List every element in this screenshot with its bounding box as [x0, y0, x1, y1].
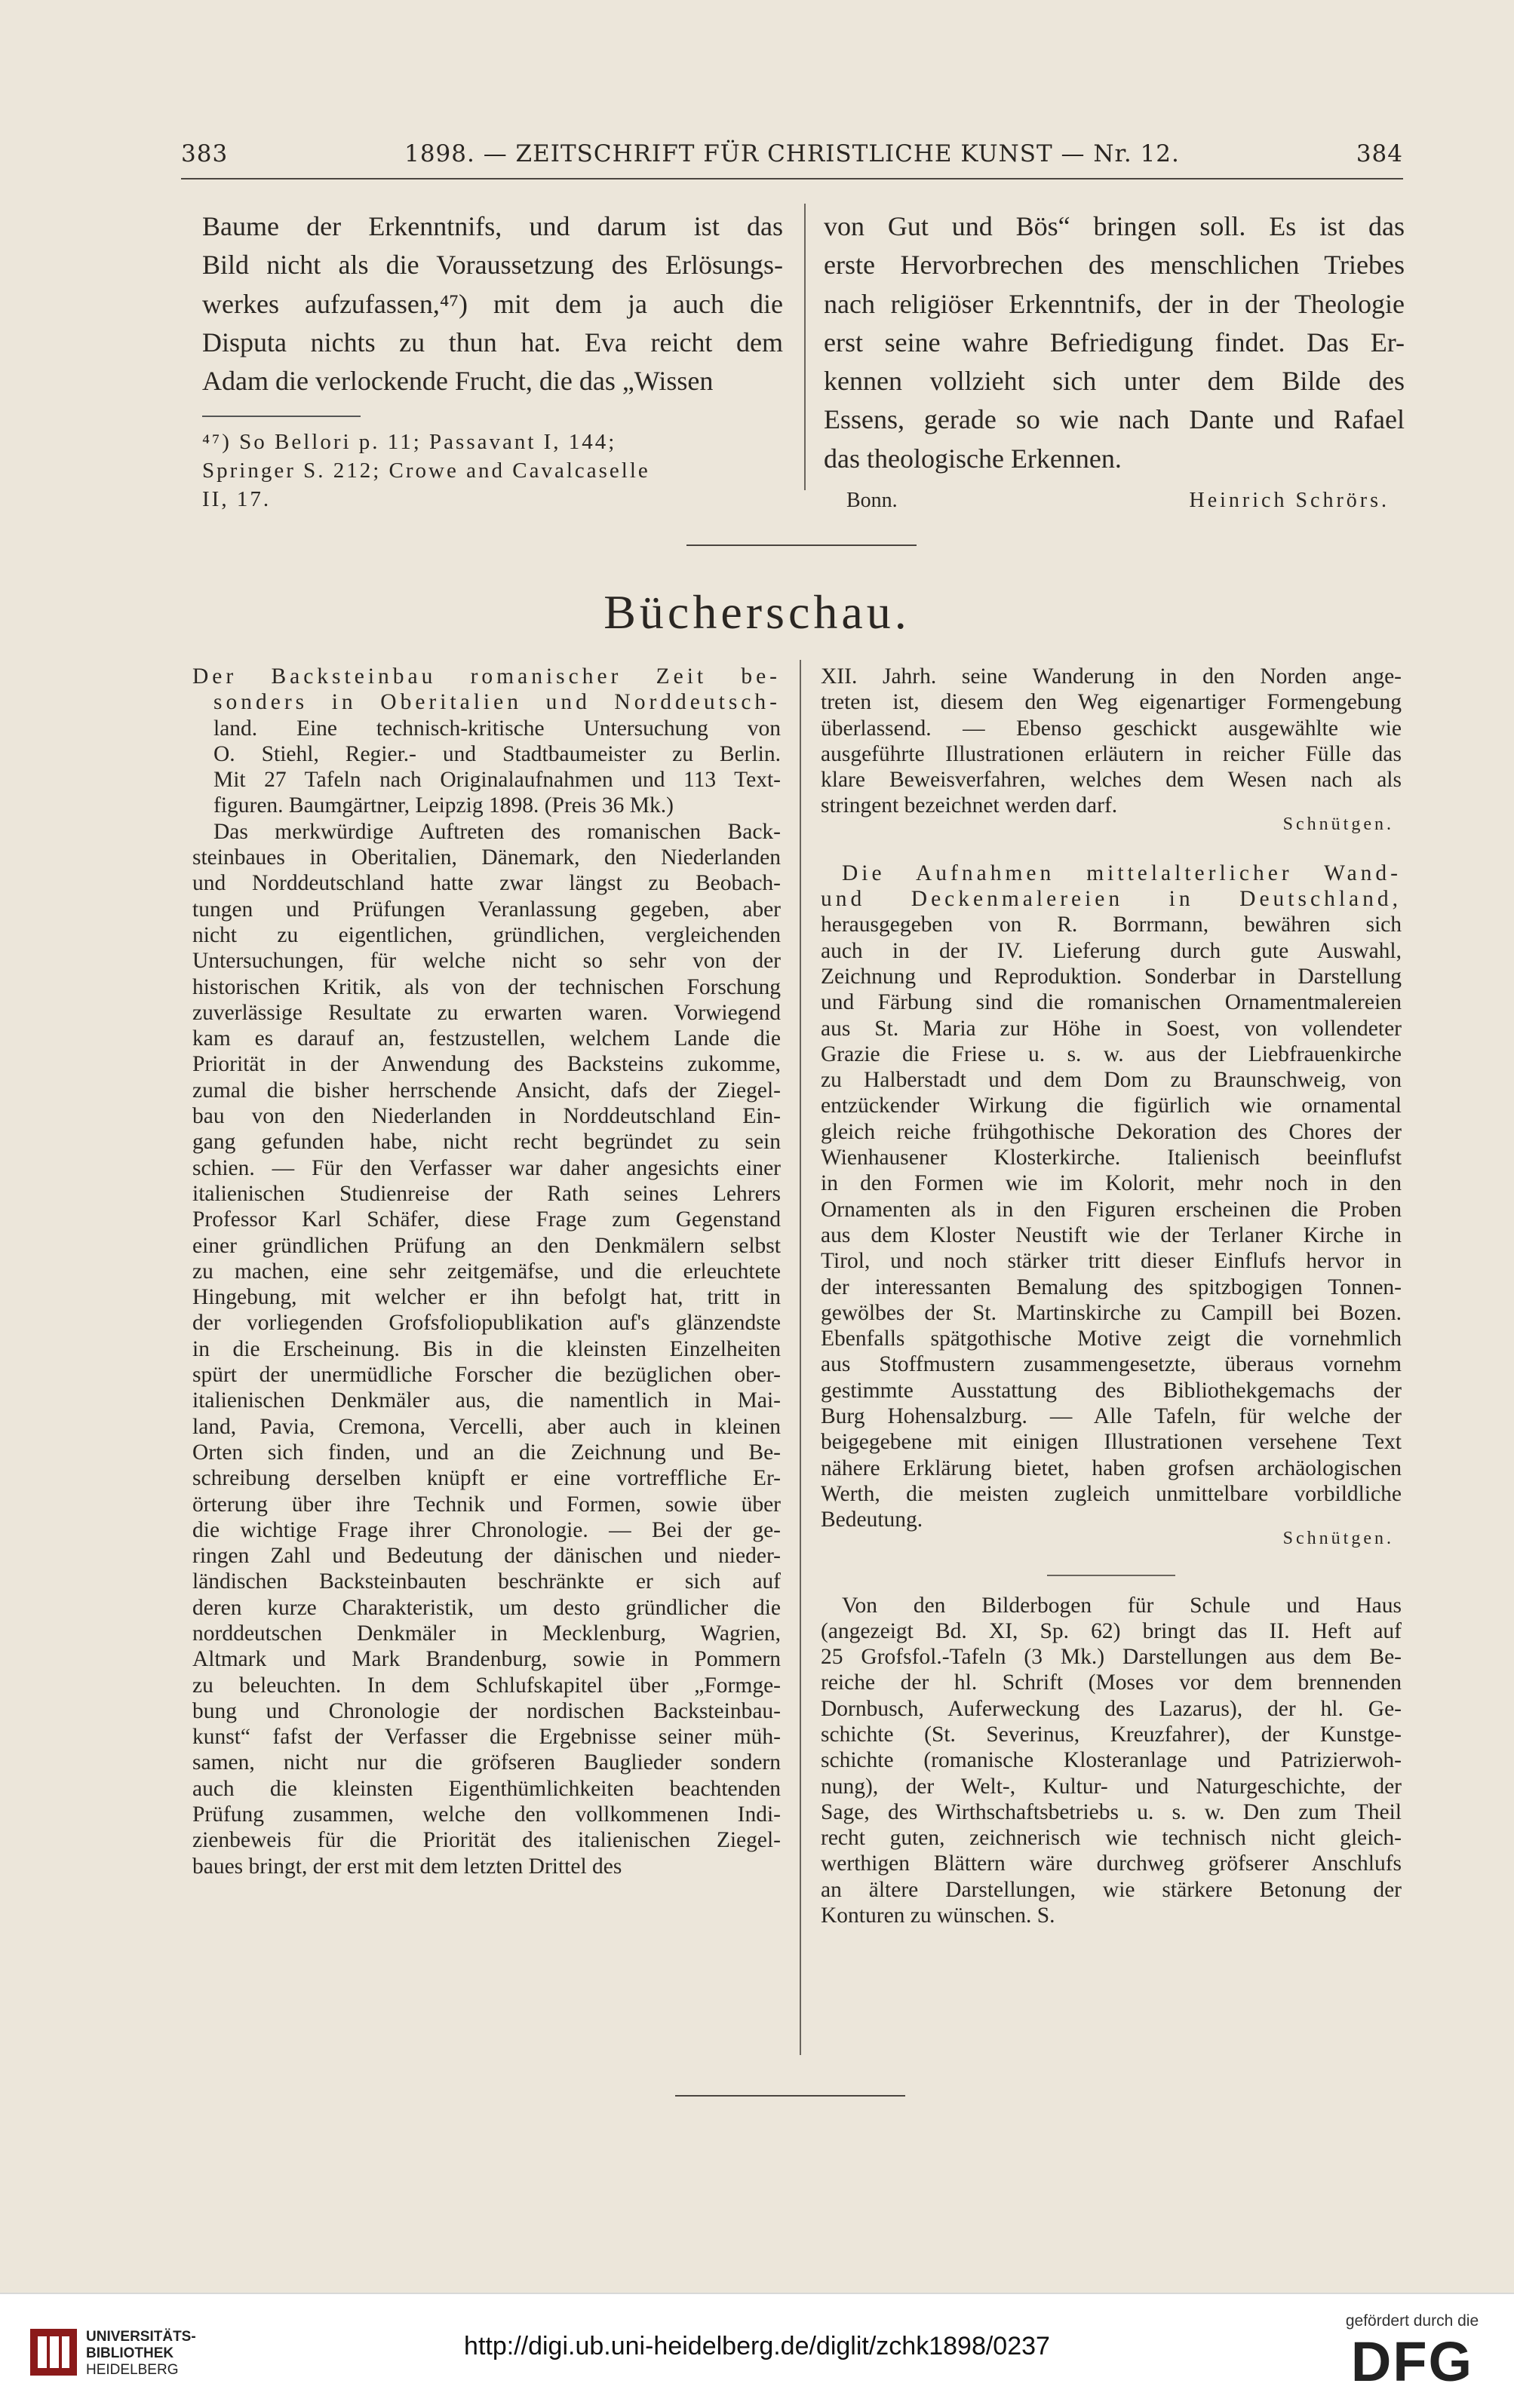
text-line: nach religiöser Erkenntnifs, der in der Theologie — [824, 288, 1405, 319]
text-line: Bedeutung. — [821, 1508, 923, 1532]
text-line: Professor Karl Schäfer, diese Frage zum Gegenstand — [192, 1207, 781, 1232]
paragraph-gap — [821, 835, 1402, 860]
text-line: werthigen Blättern wäre durchweg gröfserer Anschlufs — [821, 1851, 1402, 1876]
text-line: Altmark und Mark Brandenburg, sowie in Pommern — [192, 1647, 781, 1672]
text-line: XII. Jahrh. seine Wanderung in den Norden ange- — [821, 664, 1402, 689]
text-line: bung und Chronologie der nordischen Backsteinbau- — [192, 1698, 781, 1723]
text-line: italienischen Studienreise der Rath seines Lehrers — [192, 1181, 781, 1206]
text-line: schien. — Für den Verfasser war daher angesichts einer — [192, 1155, 781, 1180]
text-line: Werth, die meisten zugleich unmittelbare vorbildliche — [821, 1481, 1402, 1506]
text-line: Hingebung, mit welcher er ihn befolgt hat, tritt in — [192, 1285, 781, 1310]
text-line: Von den Bilderbogen für Schule und Haus — [842, 1593, 1402, 1618]
text-line: in die Erscheinung. Bis in die kleinsten Einzelheiten — [192, 1336, 781, 1361]
text-line: schreibung derselben knüpft er eine vortreffliche Er- — [192, 1466, 781, 1491]
text-line: zienbeweis für die Priorität des italienischen Ziegel- — [192, 1828, 781, 1853]
text-line: ringen Zahl und Bedeutung der dänischen und nieder- — [192, 1544, 781, 1569]
text-line: stringent bezeichnet werden darf. — [821, 793, 1118, 818]
footnote-line: Springer S. 212; Crowe and Cavalcaselle — [202, 459, 650, 483]
text-line: Orten sich finden, und an die Zeichnung und Be- — [192, 1440, 781, 1465]
text-line: und Färbung sind die romanischen Ornamentmalereien — [821, 990, 1402, 1015]
text-line: von Gut und Bös“ bringen soll. Es ist das — [824, 211, 1405, 241]
journal-title: 1898. — ZEITSCHRIFT FÜR CHRISTLICHE KUNST — Nr. 12. — [404, 140, 1180, 167]
text-line: Prüfung zusammen, welche den vollkommenen Indi- — [192, 1802, 781, 1827]
reviewer-signature: Schnütgen. — [1282, 1528, 1394, 1548]
text-line: reiche der hl. Schrift (Moses vor dem brennenden — [821, 1670, 1402, 1695]
text-line: aus St. Maria zur Höhe in Soest, von vollendeter — [821, 1016, 1402, 1041]
text-line: gestimmte Ausstattung des Bibliothekgemachs der — [821, 1378, 1402, 1403]
funding-text: gefördert durch die — [1345, 2312, 1479, 2330]
text-line: Ebenfalls spätgothische Motive zeigt die vornehmlich — [821, 1327, 1402, 1351]
text-line: Die Aufnahmen mittelalterlicher Wand- — [842, 860, 1402, 885]
text-line: schichte (St. Severinus, Kreuzfahrer), der Kunstge- — [821, 1722, 1402, 1747]
text-line: auch in der IV. Lieferung durch gute Auswahl, — [821, 938, 1402, 963]
text-line: schichte (romanische Klosteranlage und Patrizierwoh- — [821, 1748, 1402, 1773]
section-heading: Bücherschau. — [603, 585, 911, 639]
text-line: und Norddeutschland hatte zwar längst zu Beobach- — [192, 871, 781, 896]
text-line: zu machen, eine sehr zeitgemäfse, und die erleuchtete — [192, 1259, 781, 1284]
text-line: Untersuchungen, für welche nicht so sehr von der — [192, 949, 781, 974]
section-rule — [686, 544, 917, 546]
text-line: Bild nicht als die Voraussetzung des Erlösungs- — [202, 250, 783, 281]
end-rule — [675, 2095, 905, 2097]
text-line: Wienhausener Klosterkirche. Italienisch beeinflufst — [821, 1146, 1402, 1170]
text-line: norddeutschen Denkmäler in Mecklenburg, Wagrien, — [192, 1621, 781, 1646]
library-name-line2: BIBLIOTHEK — [86, 2345, 174, 2361]
text-line: 25 Grofsfol.-Tafeln (3 Mk.) Darstellungen aus dem Be- — [821, 1645, 1402, 1670]
text-line: historischen Kritik, als von der technischen Forschung — [192, 974, 781, 999]
text-line: Zeichnung und Reproduktion. Sonderbar in Darstellung — [821, 964, 1402, 989]
text-line: baues bringt, der erst mit dem letzten Drittel des — [192, 1854, 622, 1879]
text-line: deren kurze Charakteristik, um desto gründlicher die — [192, 1595, 781, 1620]
text-line: Adam die verlockende Frucht, die das „Wissen — [202, 366, 714, 397]
text-line: zu beleuchten. In dem Schlufskapitel über „Formge- — [192, 1673, 781, 1698]
text-line: Essens, gerade so wie nach Dante und Rafael — [824, 404, 1405, 435]
text-line: zu Halberstadt und dem Dom zu Braunschweig, von — [821, 1068, 1402, 1093]
text-line: kunst“ fafst der Verfasser die Ergebnisse seiner müh- — [192, 1725, 781, 1750]
footnote-line: ⁴⁷) So Bellori p. 11; Passavant I, 144; — [202, 430, 617, 455]
text-line: nung), der Welt-, Kultur- und Naturgeschichte, der — [821, 1774, 1402, 1799]
text-line: in den Formen wie im Kolorit, mehr noch in den — [821, 1171, 1402, 1196]
page-number-right: 384 — [1356, 140, 1403, 167]
text-line: Priorität in der Anwendung des Backsteins zukomme, — [192, 1052, 781, 1077]
text-line: klare Beweisverfahren, welches dem Wesen nach als — [821, 768, 1402, 793]
text-line: beigegebene mit einigen Illustrationen versehene Text — [821, 1430, 1402, 1455]
library-name-line3: HEIDELBERG — [86, 2362, 179, 2378]
text-line: Disputa nichts zu thun hat. Eva reicht dem — [202, 327, 783, 357]
text-line: Dornbusch, Auferweckung des Lazarus), der hl. Ge- — [821, 1696, 1402, 1721]
column-divider-top — [804, 204, 806, 490]
text-line: Konturen zu wünschen. S. — [821, 1903, 1055, 1928]
text-line: bau von den Niederlanden in Norddeutschland Ein- — [192, 1104, 781, 1129]
review-right-column — [821, 664, 1402, 1928]
text-line: recht guten, zeichnerisch wie technisch nicht gleich- — [821, 1826, 1402, 1851]
text-line: spürt der unermüdliche Forscher die bezüglichen ober- — [192, 1363, 781, 1388]
text-line: O. Stiehl, Regier.- und Stadtbaumeister zu Berlin. — [213, 741, 781, 766]
text-line: Sage, des Wirthschaftsbetriebs u. s. w. Den zum Theil — [821, 1799, 1402, 1824]
top-right-column — [824, 207, 1405, 519]
text-line: ländischen Backsteinbauten beschränkte er sich auf — [192, 1569, 781, 1594]
text-line: erste Hervorbrechen des menschlichen Triebes — [824, 250, 1405, 281]
text-line: erst seine wahre Befriedigung findet. Das Er- — [824, 327, 1405, 357]
text-line: samen, nicht nur die gröfseren Bauglieder sondern — [192, 1750, 781, 1775]
text-line: werkes aufzufassen,⁴⁷) mit dem ja auch die — [202, 288, 783, 319]
text-line: der vorliegenden Grofsfoliopublikation auf's glänzendste — [192, 1311, 781, 1336]
text-line: einer gründlichen Prüfung an den Denkmälern selbst — [192, 1233, 781, 1258]
text-line: örterung über ihre Technik und Formen, sowie über — [192, 1492, 781, 1517]
text-line: nähere Erklärung bietet, haben grofsen archäologischen — [821, 1456, 1402, 1480]
text-line: land. Eine technisch-kritische Untersuchung von — [213, 716, 781, 741]
text-line: überlassend. — Ebenso geschickt ausgewählte wie — [821, 716, 1402, 741]
text-line: Ornamenten als in den Figuren erscheinen die Proben — [821, 1197, 1402, 1222]
text-line: Mit 27 Tafeln nach Originalaufnahmen und 113 Text- — [213, 768, 781, 793]
text-line: herausgegeben von R. Borrmann, bewähren sich — [821, 913, 1402, 937]
text-line: zumal die bisher herrschende Ansicht, dafs der Ziegel- — [192, 1078, 781, 1103]
text-line: (angezeigt Bd. XI, Sp. 62) bringt das II. Heft auf — [821, 1618, 1402, 1643]
text-line: kam es darauf an, festzustellen, welchem Lande die — [192, 1026, 781, 1051]
text-line: Burg Hohensalzburg. — Alle Tafeln, für welche der — [821, 1404, 1402, 1429]
text-line: aus dem Kloster Neustift wie der Terlaner Kirche in — [821, 1222, 1402, 1247]
footnote-line: II, 17. — [202, 487, 272, 512]
top-left-column — [202, 207, 783, 514]
text-line: auch die kleinsten Eigenthümlichkeiten beachtenden — [192, 1776, 781, 1801]
review-separator — [1047, 1575, 1175, 1576]
review-left-column — [192, 664, 781, 1879]
dfg-branding[interactable] — [1340, 2312, 1484, 2391]
text-line: das theologische Erkennen. — [824, 443, 1122, 474]
text-line: und Deckenmalereien in Deutschland, — [821, 887, 1402, 912]
text-line: sonders in Oberitalien und Norddeutsch- — [213, 690, 781, 715]
signature-author: Heinrich Schrörs. — [1189, 489, 1390, 513]
text-line: gewölbes der St. Martinskirche zu Campill bei Bozen. — [821, 1300, 1402, 1325]
viewer-footer — [0, 2293, 1514, 2408]
text-line: aus Stoffmustern zusammengesetzte, überaus vornehm — [821, 1352, 1402, 1377]
text-line: treten ist, diesem den Weg eigenartiger Formengebung — [821, 690, 1402, 715]
text-line: steinbaues in Oberitalien, Dänemark, den Niederlanden — [192, 845, 781, 870]
text-line: Grazie die Friese u. s. w. aus der Liebfrauenkirche — [821, 1041, 1402, 1066]
text-line: an ältere Darstellungen, wie stärkere Betonung der — [821, 1877, 1402, 1902]
text-line: Das merkwürdige Auftreten des romanischen Back- — [213, 819, 781, 844]
text-line: kennen vollzieht sich unter dem Bilde des — [824, 366, 1405, 397]
article-signature — [824, 489, 1405, 519]
text-line: entzückender Wirkung die figürlich wie ornamental — [821, 1094, 1402, 1118]
page-number-left: 383 — [181, 140, 229, 167]
text-line: die wichtige Frage ihrer Chronologie. — Bei der ge- — [192, 1517, 781, 1542]
footnote-rule — [202, 416, 361, 417]
text-line: Der Backsteinbau romanischer Zeit be- — [192, 664, 781, 689]
text-line: der interessanten Bemalung des spitzbogigen Tonnen- — [821, 1275, 1402, 1299]
reviewer-signature: Schnütgen. — [1282, 814, 1394, 834]
text-line: Tirol, und noch stärker tritt dieser Einflufs hervor in — [821, 1249, 1402, 1274]
permalink-url[interactable]: http://digi.ub.uni-heidelberg.de/diglit/zchk1898/0237 — [464, 2332, 1050, 2360]
text-line: gleich reiche frühgothische Dekoration des Chores der — [821, 1119, 1402, 1144]
text-line: tungen und Prüfungen Veranlassung gegeben, aber — [192, 897, 781, 922]
running-header — [181, 134, 1403, 179]
text-line: ausgeführte Illustrationen erläutern in reicher Fülle das — [821, 741, 1402, 766]
text-line: Baume der Erkenntnifs, und darum ist das — [202, 211, 783, 241]
signature-place: Bonn. — [846, 489, 898, 513]
library-name-line1: UNIVERSITÄTS- — [86, 2329, 196, 2345]
text-line: figuren. Baumgärtner, Leipzig 1898. (Preis 36 Mk.) — [213, 793, 674, 818]
text-line: italienischen Denkmäler aus, die namentlich in Mai- — [192, 1388, 781, 1413]
text-line: nicht zu eigentlichen, gründlichen, vergleichenden — [192, 922, 781, 947]
text-line: zuverlässige Resultate zu erwarten waren. Vorwiegend — [192, 1000, 781, 1025]
text-line: land, Pavia, Cremona, Vercelli, aber auch in kleinen — [192, 1414, 781, 1439]
column-divider-main — [800, 660, 801, 2055]
text-line: gang gefunden habe, nicht recht begründet zu sein — [192, 1130, 781, 1155]
dfg-logo-icon: DFG — [1350, 2330, 1474, 2393]
header-rule — [181, 178, 1403, 179]
